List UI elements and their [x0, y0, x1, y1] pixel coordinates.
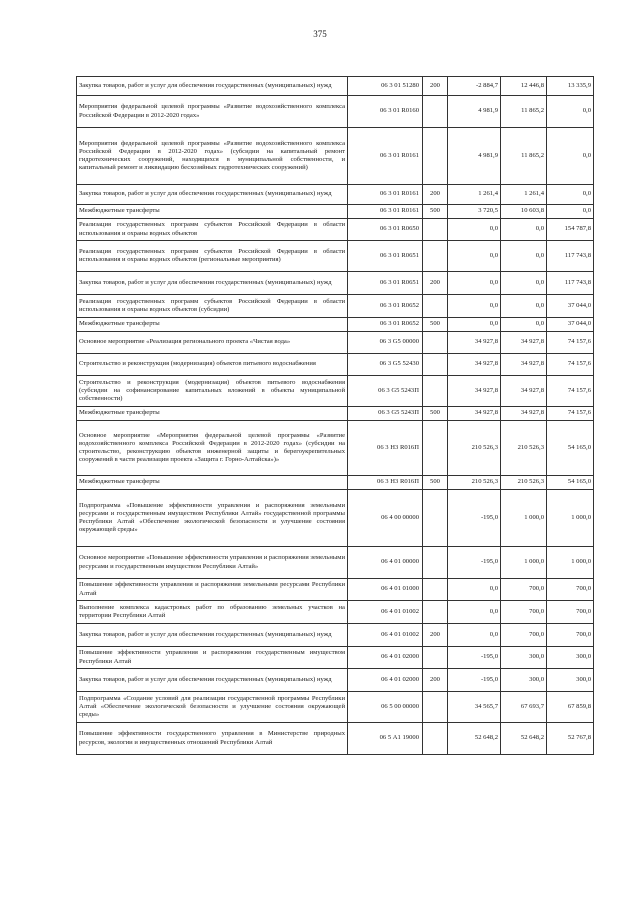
row-value-3-cell: 700,0	[547, 624, 594, 647]
row-name-cell: Повышение эффективности управления и распоряжения государственным имуществом Республики Алтай	[77, 647, 348, 669]
row-vr-cell	[423, 128, 448, 185]
row-value-1-cell: -195,0	[448, 647, 501, 669]
row-value-3-cell: 700,0	[547, 579, 594, 601]
row-code-cell: 06 3 01 51280	[348, 77, 423, 96]
row-name-cell: Межбюджетные трансферты	[77, 476, 348, 490]
row-vr-cell	[423, 579, 448, 601]
table-row	[77, 241, 594, 272]
table-row	[77, 692, 594, 723]
row-value-3-cell: 13 335,9	[547, 77, 594, 96]
row-value-2-cell: 12 446,8	[501, 77, 547, 96]
row-vr-cell: 200	[423, 77, 448, 96]
row-value-2-cell: 0,0	[501, 272, 547, 295]
row-value-2-cell: 700,0	[501, 624, 547, 647]
table-row	[77, 332, 594, 354]
row-value-1-cell: -195,0	[448, 669, 501, 692]
row-vr-cell	[423, 723, 448, 755]
row-vr-cell: 200	[423, 624, 448, 647]
row-value-1-cell: 210 526,3	[448, 476, 501, 490]
table-row	[77, 96, 594, 128]
row-code-cell: 06 3 01 R0652	[348, 318, 423, 332]
row-value-1-cell: 0,0	[448, 624, 501, 647]
row-vr-cell: 200	[423, 272, 448, 295]
row-value-1-cell: 210 526,3	[448, 421, 501, 476]
row-value-3-cell: 37 044,0	[547, 318, 594, 332]
row-value-1-cell: 34 565,7	[448, 692, 501, 723]
row-name-cell: Повышение эффективности управления и распоряжения земельными ресурсами Республики Алтай	[77, 579, 348, 601]
row-value-2-cell: 34 927,8	[501, 407, 547, 421]
row-value-3-cell: 300,0	[547, 647, 594, 669]
row-name-cell: Закупка товаров, работ и услуг для обеспечения государственных (муниципальных) нужд	[77, 624, 348, 647]
table-row	[77, 407, 594, 421]
row-vr-cell: 500	[423, 205, 448, 219]
row-code-cell: 06 4 01 01000	[348, 579, 423, 601]
row-name-cell: Межбюджетные трансферты	[77, 205, 348, 219]
row-value-3-cell: 0,0	[547, 96, 594, 128]
row-name-cell: Закупка товаров, работ и услуг для обеспечения государственных (муниципальных) нужд	[77, 77, 348, 96]
table-row	[77, 205, 594, 219]
row-code-cell: 06 4 01 01002	[348, 601, 423, 624]
row-code-cell: 06 3 Н3 R016П	[348, 421, 423, 476]
row-value-2-cell: 34 927,8	[501, 376, 547, 407]
row-code-cell: 06 5 00 00000	[348, 692, 423, 723]
row-code-cell: 06 3 G5 52430	[348, 354, 423, 376]
row-value-2-cell: 34 927,8	[501, 332, 547, 354]
row-name-cell: Строительство и реконструкция (модернизация) объектов питьевого водоснабжения	[77, 354, 348, 376]
row-value-1-cell: 52 648,2	[448, 723, 501, 755]
row-vr-cell	[423, 490, 448, 547]
row-value-3-cell: 154 787,8	[547, 219, 594, 241]
row-name-cell: Основное мероприятие «Мероприятия федеральной целевой программы «Развитие водохозяйственного комплекса Российской Федерации в 2012-2020 годах» (субсидии на строительство, реконструкцию объектов инженерной защиты и берегоукрепительных сооружений в части реализации проекта «Защита г. Горно-Алтайска»)»	[77, 421, 348, 476]
row-name-cell: Реализация государственных программ субъектов Российской Федерации в области использования и охраны водных объектов (региональные мероприятия)	[77, 241, 348, 272]
row-value-3-cell: 117 743,8	[547, 241, 594, 272]
row-code-cell: 06 4 01 01002	[348, 624, 423, 647]
row-name-cell: Мероприятия федеральной целевой программы «Развитие водохозяйственного комплекса Российской Федерации в 2012-2020 годах»	[77, 96, 348, 128]
row-value-2-cell: 52 648,2	[501, 723, 547, 755]
row-value-1-cell: 0,0	[448, 219, 501, 241]
table-row	[77, 219, 594, 241]
row-value-1-cell: 34 927,8	[448, 407, 501, 421]
row-name-cell: Подпрограмма «Создание условий для реализации государственной программы Республики Алтай «Обеспечение экологической безопасности и улучшение состояния окружающей среды»	[77, 692, 348, 723]
row-value-3-cell: 1 000,0	[547, 547, 594, 579]
row-code-cell: 06 3 01 R0652	[348, 295, 423, 318]
table-row	[77, 295, 594, 318]
row-value-1-cell: -2 884,7	[448, 77, 501, 96]
row-value-1-cell: 0,0	[448, 579, 501, 601]
table-row	[77, 376, 594, 407]
row-value-2-cell: 0,0	[501, 219, 547, 241]
row-value-1-cell: 0,0	[448, 601, 501, 624]
row-value-2-cell: 0,0	[501, 241, 547, 272]
row-name-cell: Закупка товаров, работ и услуг для обеспечения государственных (муниципальных) нужд	[77, 272, 348, 295]
row-value-3-cell: 0,0	[547, 185, 594, 205]
row-vr-cell	[423, 332, 448, 354]
row-value-3-cell: 74 157,6	[547, 376, 594, 407]
row-code-cell: 06 4 01 00000	[348, 547, 423, 579]
row-code-cell: 06 3 G5 00000	[348, 332, 423, 354]
row-name-cell: Реализация государственных программ субъектов Российской Федерации в области использования и охраны водных объектов (субсидии)	[77, 295, 348, 318]
row-vr-cell: 500	[423, 407, 448, 421]
row-value-2-cell: 11 865,2	[501, 128, 547, 185]
row-value-2-cell: 34 927,8	[501, 354, 547, 376]
row-code-cell: 06 4 01 02000	[348, 647, 423, 669]
table-row	[77, 669, 594, 692]
row-code-cell: 06 3 Н3 R016П	[348, 476, 423, 490]
row-value-1-cell: 3 720,5	[448, 205, 501, 219]
row-value-2-cell: 1 000,0	[501, 490, 547, 547]
row-name-cell: Выполнение комплекса кадастровых работ по образованию земельных участков на территории Республики Алтай	[77, 601, 348, 624]
row-vr-cell	[423, 241, 448, 272]
budget-table-body	[77, 77, 594, 755]
row-name-cell: Межбюджетные трансферты	[77, 318, 348, 332]
row-value-2-cell: 1 261,4	[501, 185, 547, 205]
row-name-cell: Строительство и реконструкция (модернизация) объектов питьевого водоснабжения (субсидии на софинансирование капитальных вложений в объекты муниципальной собственности)	[77, 376, 348, 407]
row-name-cell: Повышение эффективности государственного управления в Министерстве природных ресурсов, экологии и имущественных отношений Республики Алтай	[77, 723, 348, 755]
table-row	[77, 490, 594, 547]
row-value-2-cell: 0,0	[501, 318, 547, 332]
row-code-cell: 06 3 G5 5243П	[348, 407, 423, 421]
row-value-1-cell: 0,0	[448, 318, 501, 332]
row-vr-cell: 200	[423, 669, 448, 692]
row-value-3-cell: 67 859,8	[547, 692, 594, 723]
row-vr-cell: 500	[423, 476, 448, 490]
row-value-1-cell: 0,0	[448, 272, 501, 295]
table-row	[77, 77, 594, 96]
row-value-1-cell: -195,0	[448, 547, 501, 579]
row-vr-cell: 500	[423, 318, 448, 332]
table-row	[77, 723, 594, 755]
row-value-3-cell: 54 165,0	[547, 476, 594, 490]
table-row	[77, 421, 594, 476]
row-value-2-cell: 210 526,3	[501, 476, 547, 490]
row-name-cell: Закупка товаров, работ и услуг для обеспечения государственных (муниципальных) нужд	[77, 669, 348, 692]
row-value-1-cell: 0,0	[448, 295, 501, 318]
row-code-cell: 06 3 01 R0161	[348, 205, 423, 219]
table-row	[77, 318, 594, 332]
table-row	[77, 624, 594, 647]
row-vr-cell	[423, 96, 448, 128]
row-code-cell: 06 3 01 R0161	[348, 128, 423, 185]
row-name-cell: Основное мероприятие «Реализация регионального проекта «Чистая вода»	[77, 332, 348, 354]
row-value-2-cell: 700,0	[501, 579, 547, 601]
row-name-cell: Закупка товаров, работ и услуг для обеспечения государственных (муниципальных) нужд	[77, 185, 348, 205]
row-name-cell: Подпрограмма «Повышение эффективности управления и распоряжения земельными ресурсами и государственным имуществом Республики Алтай» государственной программы Республики Алтай «Обеспечение экологической безопасности и улучшение состояния окружающей среды»	[77, 490, 348, 547]
row-code-cell: 06 3 01 R0160	[348, 96, 423, 128]
table-row	[77, 128, 594, 185]
row-value-2-cell: 210 526,3	[501, 421, 547, 476]
row-name-cell: Мероприятия федеральной целевой программы «Развитие водохозяйственного комплекса Российской Федерации в 2012-2020 годах» (субсидии на капитальный ремонт гидротехнических сооружений, находящихся в муниципальной собственности, и капитальный ремонт и ликвидацию бесхозяйных гидротехнических сооружений)	[77, 128, 348, 185]
table-row	[77, 647, 594, 669]
table-row	[77, 601, 594, 624]
table-row	[77, 579, 594, 601]
row-code-cell: 06 3 01 R0651	[348, 241, 423, 272]
row-value-2-cell: 1 000,0	[501, 547, 547, 579]
row-code-cell: 06 4 00 00000	[348, 490, 423, 547]
row-value-1-cell: 4 981,9	[448, 96, 501, 128]
row-value-3-cell: 0,0	[547, 205, 594, 219]
row-value-1-cell: 0,0	[448, 241, 501, 272]
row-value-3-cell: 117 743,8	[547, 272, 594, 295]
row-value-2-cell: 700,0	[501, 601, 547, 624]
row-code-cell: 06 4 01 02000	[348, 669, 423, 692]
row-name-cell: Межбюджетные трансферты	[77, 407, 348, 421]
budget-table	[76, 76, 594, 755]
row-value-3-cell: 74 157,6	[547, 332, 594, 354]
row-vr-cell	[423, 295, 448, 318]
row-vr-cell	[423, 547, 448, 579]
table-row	[77, 547, 594, 579]
row-value-1-cell: 34 927,8	[448, 354, 501, 376]
row-vr-cell	[423, 647, 448, 669]
row-value-3-cell: 52 767,8	[547, 723, 594, 755]
row-vr-cell	[423, 692, 448, 723]
row-vr-cell	[423, 601, 448, 624]
row-value-3-cell: 74 157,6	[547, 354, 594, 376]
row-vr-cell	[423, 421, 448, 476]
row-value-1-cell: -195,0	[448, 490, 501, 547]
row-code-cell: 06 3 01 R0651	[348, 272, 423, 295]
table-row	[77, 354, 594, 376]
row-code-cell: 06 3 G5 5243П	[348, 376, 423, 407]
row-value-3-cell: 74 157,6	[547, 407, 594, 421]
table-row	[77, 272, 594, 295]
row-value-2-cell: 11 865,2	[501, 96, 547, 128]
row-code-cell: 06 5 А1 19000	[348, 723, 423, 755]
row-value-3-cell: 1 000,0	[547, 490, 594, 547]
row-code-cell: 06 3 01 R0161	[348, 185, 423, 205]
row-value-2-cell: 300,0	[501, 647, 547, 669]
row-value-2-cell: 300,0	[501, 669, 547, 692]
row-value-3-cell: 54 165,0	[547, 421, 594, 476]
table-row	[77, 185, 594, 205]
row-value-1-cell: 34 927,8	[448, 332, 501, 354]
row-value-1-cell: 34 927,8	[448, 376, 501, 407]
row-value-1-cell: 4 981,9	[448, 128, 501, 185]
table-row	[77, 476, 594, 490]
row-name-cell: Реализация государственных программ субъектов Российской Федерации в области использования и охраны водных объектов	[77, 219, 348, 241]
row-value-3-cell: 0,0	[547, 128, 594, 185]
row-vr-cell	[423, 354, 448, 376]
row-value-3-cell: 37 044,0	[547, 295, 594, 318]
row-value-3-cell: 700,0	[547, 601, 594, 624]
row-value-2-cell: 67 693,7	[501, 692, 547, 723]
row-value-2-cell: 0,0	[501, 295, 547, 318]
row-code-cell: 06 3 01 R0650	[348, 219, 423, 241]
row-vr-cell	[423, 376, 448, 407]
row-value-3-cell: 300,0	[547, 669, 594, 692]
row-name-cell: Основное мероприятие «Повышение эффективности управления и распоряжения земельными ресурсами и государственным имуществом Республики Алтай»	[77, 547, 348, 579]
row-value-1-cell: 1 261,4	[448, 185, 501, 205]
page-number: 375	[313, 29, 327, 39]
row-vr-cell: 200	[423, 185, 448, 205]
row-vr-cell	[423, 219, 448, 241]
row-value-2-cell: 10 603,8	[501, 205, 547, 219]
